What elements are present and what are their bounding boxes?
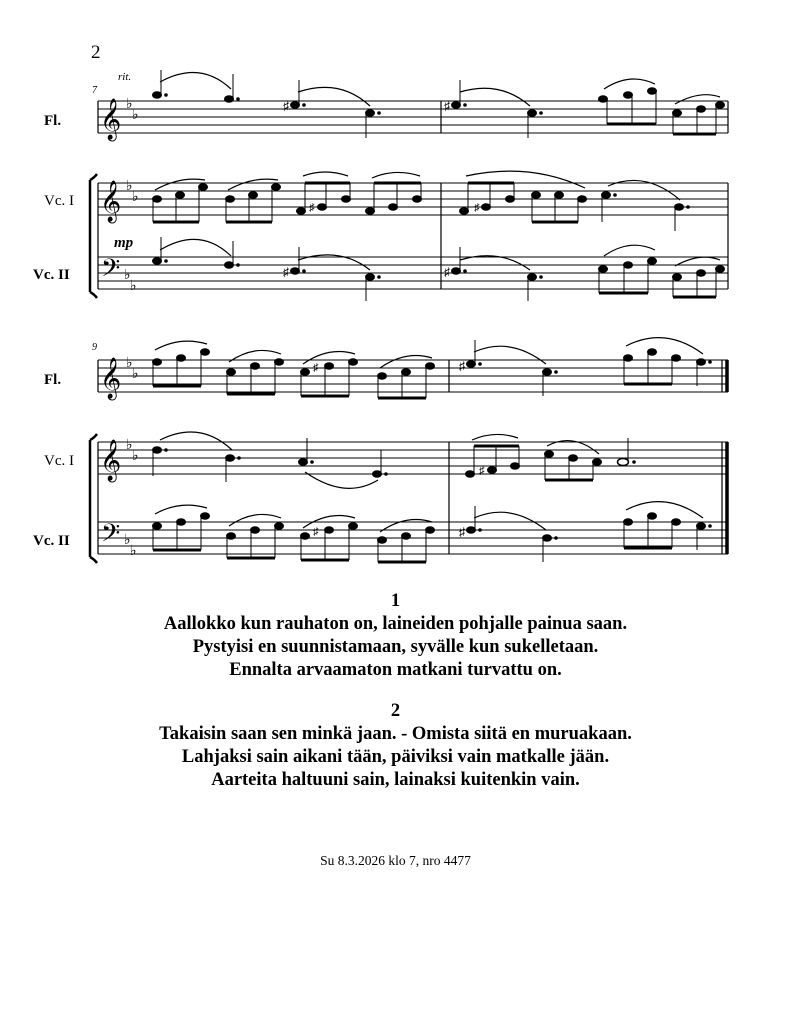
measure-number-7: 7 — [92, 85, 97, 96]
notes-flute-1 — [153, 70, 725, 138]
svg-text:♭: ♭ — [126, 178, 133, 194]
verse-number: 2 — [390, 701, 401, 721]
svg-text:♯: ♯ — [309, 202, 315, 214]
svg-text:♯: ♯ — [313, 362, 319, 374]
staff-label-vc1-2: Vc. I — [44, 453, 74, 469]
svg-text:♭: ♭ — [132, 189, 139, 205]
svg-text:♭: ♭ — [126, 96, 133, 112]
staff-vc1-2 — [98, 442, 728, 474]
svg-text:♯: ♯ — [313, 526, 319, 538]
verse-line: Aarteita haltuuni sain, lainaksi kuitenkin vain. — [211, 770, 580, 790]
staff-flute — [98, 101, 728, 133]
verse-line: Aallokko kun rauhaton on, laineiden pohjalle painua saan. — [163, 614, 628, 634]
svg-text:♯: ♯ — [459, 359, 465, 373]
svg-text:♯: ♯ — [283, 265, 289, 279]
staff-bracket-2 — [90, 434, 97, 563]
measure-number-9: 9 — [92, 342, 97, 353]
lyrics — [0, 590, 791, 810]
svg-text:𝄞: 𝄞 — [100, 99, 122, 140]
footer-date: Su 8.3.2026 klo 7, nro 4477 — [320, 853, 471, 868]
staff-label-vc1: Vc. I — [44, 193, 74, 209]
verse-line: Ennalta arvaamaton matkani turvattu on. — [229, 660, 562, 680]
system-1 — [33, 70, 728, 301]
dynamic-mp: mp — [114, 235, 134, 251]
staff-bracket — [90, 174, 97, 298]
clefs-and-keys-1 — [100, 96, 139, 294]
svg-text:𝄢: 𝄢 — [101, 519, 121, 554]
svg-text:♯: ♯ — [474, 202, 480, 214]
svg-text:♭: ♭ — [126, 355, 133, 371]
svg-text:♭: ♭ — [130, 543, 137, 559]
page-number: 2 — [91, 42, 101, 63]
svg-text:♯: ♯ — [444, 99, 450, 113]
verse-line: Takaisin saan sen minkä jaan. - Omista siitä en muruakaan. — [159, 724, 632, 744]
system-2 — [33, 338, 728, 563]
svg-text:𝄢: 𝄢 — [101, 254, 121, 289]
svg-text:𝄞: 𝄞 — [100, 440, 122, 481]
svg-text:♯: ♯ — [479, 465, 485, 477]
svg-text:♯: ♯ — [459, 525, 465, 539]
verse-1 — [0, 590, 791, 682]
svg-text:𝄞: 𝄞 — [100, 181, 122, 222]
svg-text:♭: ♭ — [124, 532, 131, 548]
staff-label-flute: Fl. — [44, 113, 62, 129]
svg-text:𝄞: 𝄞 — [100, 358, 122, 399]
clefs-and-keys-2 — [100, 355, 139, 559]
staff-label-vc2-2: Vc. II — [33, 533, 70, 549]
verse-2 — [0, 700, 791, 792]
verse-line: Pystyisi en suunnistamaan, syvälle kun sukelletaan. — [192, 637, 599, 657]
staff-label-vc2: Vc. II — [33, 267, 70, 283]
svg-text:♭: ♭ — [124, 267, 131, 283]
svg-text:♯: ♯ — [283, 99, 289, 113]
verse-number: 1 — [390, 591, 401, 611]
svg-text:♭: ♭ — [126, 437, 133, 453]
svg-text:♭: ♭ — [132, 366, 139, 382]
staff-label-flute-2: Fl. — [44, 372, 62, 388]
verse-line: Lahjaksi sain aikani tään, päiviksi vain matkalle jään. — [181, 747, 610, 767]
notes-vc1-1 — [153, 171, 690, 231]
svg-text:♭: ♭ — [130, 278, 137, 294]
svg-text:♭: ♭ — [132, 448, 139, 464]
svg-text:♭: ♭ — [132, 107, 139, 123]
svg-text:♯: ♯ — [444, 265, 450, 279]
notes-vc2-2 — [153, 502, 712, 562]
staff-vc2-2 — [98, 442, 728, 554]
tempo-mark-rit: rit. — [118, 71, 132, 83]
notes-vc2-1 — [153, 237, 725, 301]
notes-vc1-2 — [153, 432, 636, 488]
